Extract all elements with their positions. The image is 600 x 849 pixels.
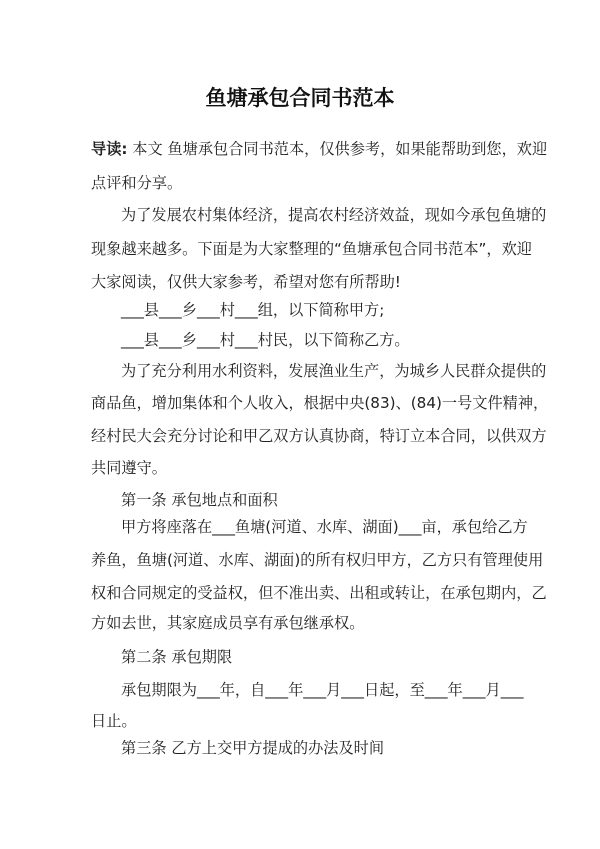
- paragraph-line: 养鱼，鱼塘(河道、水库、湖面)的所有权归甲方，乙方只有管理使用: [91, 551, 544, 569]
- paragraph-line: 现象越来越多。下面是为大家整理的“鱼塘承包合同书范本”，欢迎: [91, 240, 532, 258]
- article-2-heading: 第二条 承包期限: [121, 648, 233, 666]
- article-1-heading: 第一条 承包地点和面积: [121, 491, 278, 509]
- article-3-heading: 第三条 乙方上交甲方提成的办法及时间: [121, 739, 385, 757]
- intro-text: 本文 鱼塘承包合同书范本，仅供参考，如果能帮助到您，欢迎: [132, 140, 548, 158]
- party-a-line: ___县___乡___村___组，以下简称甲方;: [121, 301, 385, 319]
- paragraph-line: 承包期限为___年，自___年___月___日起，至___年___月___: [121, 681, 524, 699]
- document-title: 鱼塘承包合同书范本: [205, 86, 395, 110]
- paragraph-line: 为了发展农村集体经济，提高农村经济效益，现如今承包鱼塘的: [121, 206, 547, 224]
- intro-line: [91, 139, 548, 159]
- intro-label: 导读:: [91, 140, 128, 158]
- paragraph-line: 权和合同规定的受益权，但不准出卖、出租或转让，在承包期内，乙: [91, 584, 547, 602]
- paragraph-line: 大家阅读，仅供大家参考，希望对您有所帮助!: [91, 273, 401, 291]
- intro-line: 点评和分享。: [91, 174, 183, 192]
- paragraph-line: 商品鱼，增加集体和个人收入，根据中央(83)、(84)一号文件精神，: [91, 394, 549, 412]
- paragraph-line: 日止。: [91, 712, 137, 730]
- paragraph-line: 经村民大会充分讨论和甲乙双方认真协商，特订立本合同，以供双方: [91, 427, 547, 445]
- paragraph-line: 方如去世，其家庭成员享有承包继承权。: [91, 614, 365, 632]
- paragraph-line: 共同遵守。: [91, 459, 167, 477]
- paragraph-line: 为了充分利用水利资料，发展渔业生产，为城乡人民群众提供的: [121, 362, 547, 380]
- party-b-line: ___县___乡___村___村民，以下简称乙方。: [121, 331, 410, 349]
- paragraph-line: 甲方将座落在___鱼塘(河道、水库、湖面)___亩，承包给乙方: [121, 518, 528, 536]
